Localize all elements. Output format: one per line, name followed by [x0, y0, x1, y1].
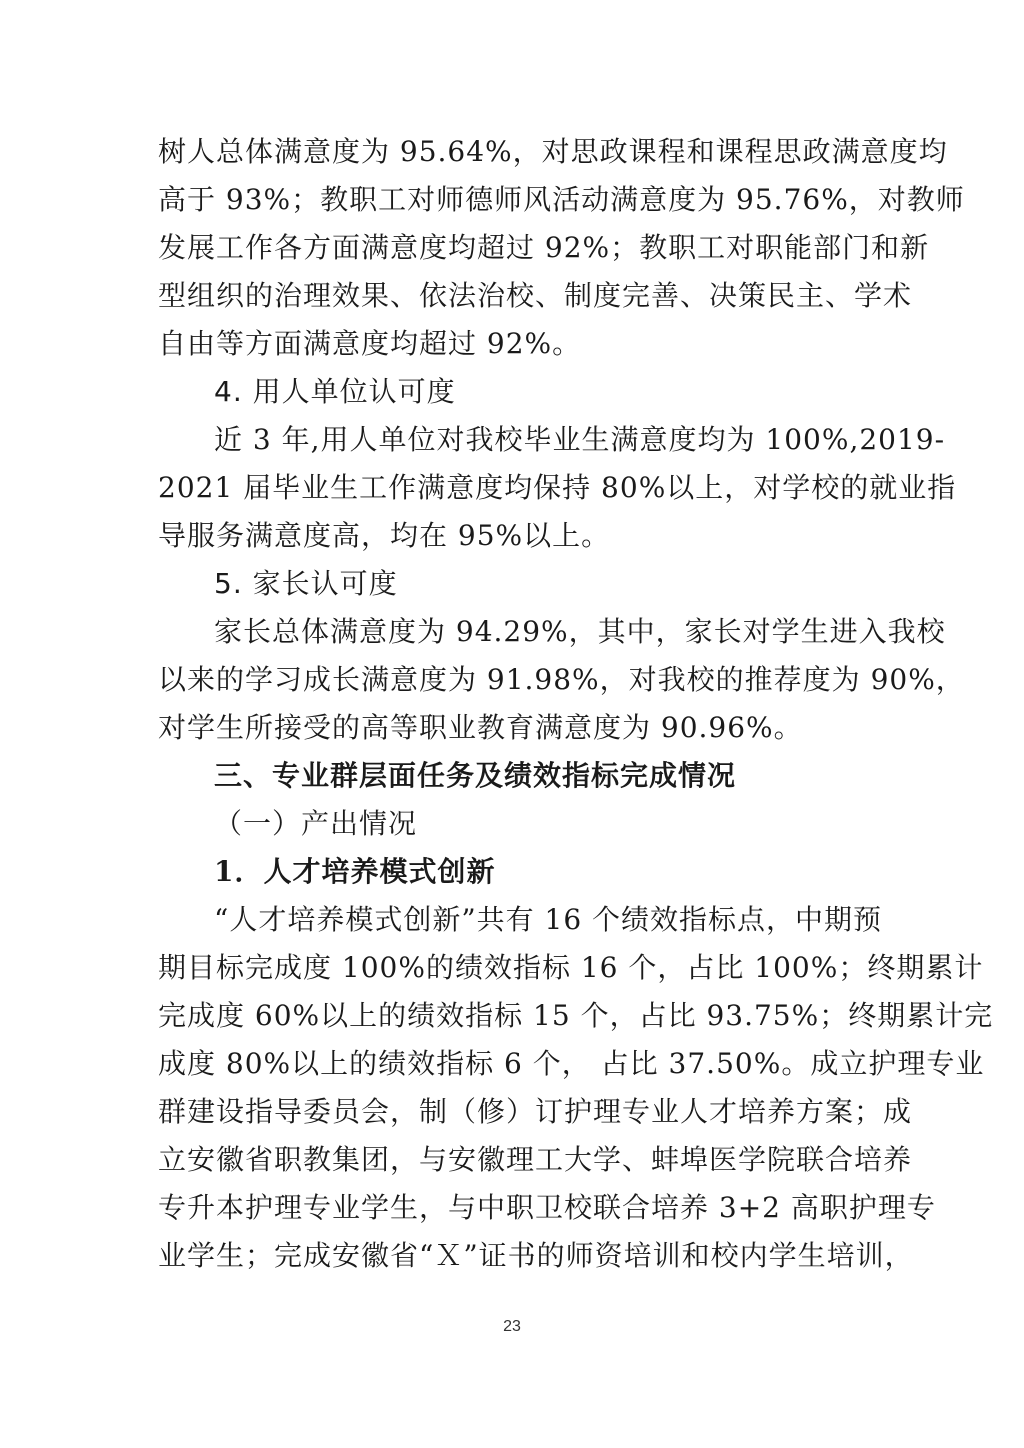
text-line: 家长总体满意度为 94.29%，其中，家长对学生进入我校	[214, 615, 946, 648]
text-line: 成度 80%以上的绩效指标 6 个， 占比 37.50%。成立护理专业	[158, 1047, 985, 1080]
text-line: 期目标完成度 100%的绩效指标 16 个，占比 100%；终期累计	[158, 951, 984, 984]
text-line: 导服务满意度高，均在 95%以上。	[158, 519, 611, 552]
text-line: 2021 届毕业生工作满意度均保持 80%以上，对学校的就业指	[158, 471, 957, 504]
item-heading: 1．人才培养模式创新	[214, 855, 496, 888]
text-line: 群建设指导委员会，制（修）订护理专业人才培养方案；成	[158, 1095, 913, 1128]
text-line: 型组织的治理效果、依法治校、制度完善、决策民主、学术	[158, 279, 913, 312]
text-line: 高于 93%；教职工对师德师风活动满意度为 95.76%，对教师	[158, 183, 965, 216]
text-line: 自由等方面满意度均超过 92%。	[158, 327, 582, 360]
text-line: 对学生所接受的高等职业教育满意度为 90.96%。	[158, 711, 803, 744]
text-line: 完成度 60%以上的绩效指标 15 个，占比 93.75%；终期累计完	[158, 999, 994, 1032]
text-line: “人才培养模式创新”共有 16 个绩效指标点，中期预	[214, 903, 883, 936]
section-heading: 三、专业群层面任务及绩效指标完成情况	[214, 759, 737, 792]
text-line: 树人总体满意度为 95.64%，对思政课程和课程思政满意度均	[158, 135, 948, 168]
text-line: 专升本护理专业学生，与中职卫校联合培养 3+2 高职护理专	[158, 1191, 936, 1224]
subsection-heading: （一）产出情况	[214, 807, 418, 840]
text-line: 立安徽省职教集团，与安徽理工大学、蚌埠医学院联合培养	[158, 1143, 913, 1176]
heading-employer-recognition: 4. 用人单位认可度	[214, 375, 456, 408]
text-line: 以来的学习成长满意度为 91.98%，对我校的推荐度为 90%，	[158, 663, 965, 696]
text-line: 近 3 年,用人单位对我校毕业生满意度均为 100%,2019-	[214, 423, 946, 456]
text-line: 发展工作各方面满意度均超过 92%；教职工对职能部门和新	[158, 231, 930, 264]
page-content	[158, 128, 994, 1280]
heading-parent-recognition: 5. 家长认可度	[214, 567, 398, 600]
text-line: 业学生；完成安徽省“Ｘ”证书的师资培训和校内学生培训，	[158, 1239, 914, 1272]
page-number: 23	[503, 1318, 521, 1335]
